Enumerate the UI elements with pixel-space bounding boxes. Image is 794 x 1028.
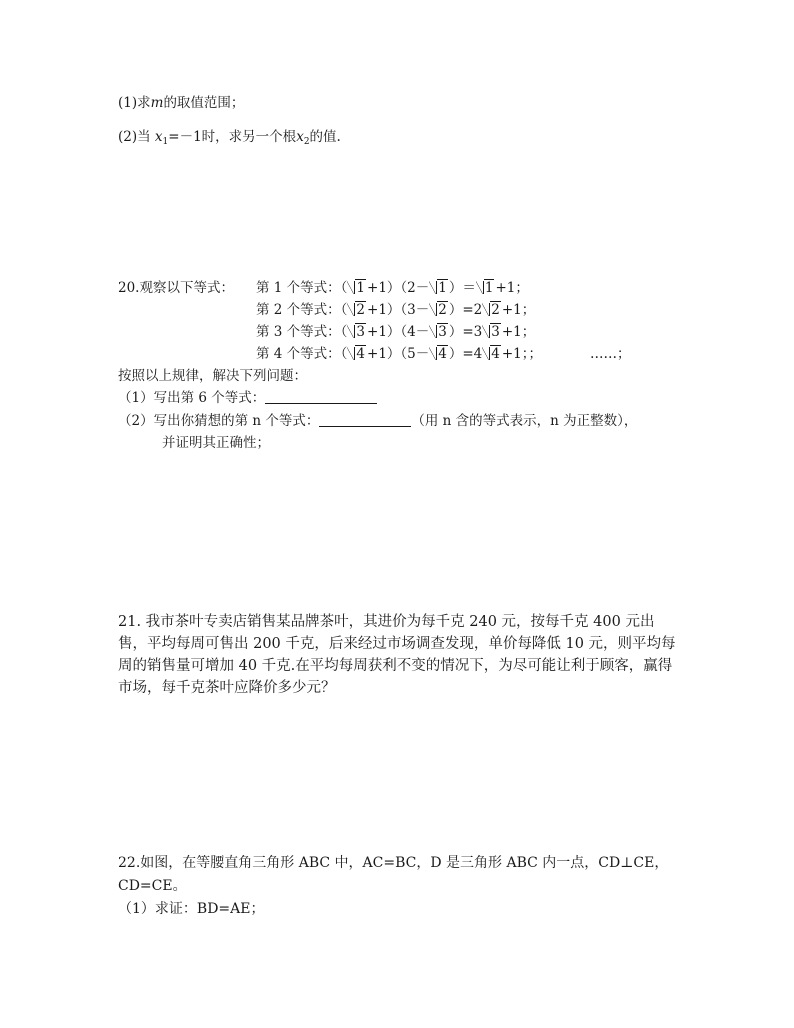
answer-blank[interactable] <box>265 389 377 404</box>
q22-sub1: （1）求证：BD=AE； <box>118 901 265 917</box>
sqrt-symbol: 1 <box>476 278 495 298</box>
q20-equation-3: 第 3 个等式：（ 3 +1）（4－ 3 ）=3 3 +1； <box>256 324 536 340</box>
q20-sub1: （1）写出第 6 个等式： <box>118 388 377 408</box>
sqrt-symbol: 2 <box>482 300 501 320</box>
q19-part1: (1)求m的取值范围； <box>118 95 245 111</box>
sqrt-symbol: 3 <box>429 322 448 342</box>
q20-sub2-line2: 并证明其正确性； <box>162 435 270 451</box>
q22-line1: 22.如图，在等腰直角三角形 ABC 中，AC=BC，D 是三角形 ABC 内一点，CD⊥CE， <box>118 855 669 871</box>
answer-blank[interactable] <box>319 412 411 427</box>
sqrt-symbol: 2 <box>347 300 366 320</box>
q20-equation-1: 第 1 个等式：（ 1 +1）（2－ 1 ）＝ 1 +1； <box>256 280 529 296</box>
sqrt-symbol: 1 <box>347 278 366 298</box>
q20-ellipsis: ……； <box>590 346 631 362</box>
sqrt-symbol: 4 <box>429 344 448 364</box>
sqrt-symbol: 3 <box>347 322 366 342</box>
q19-part2: (2)当 $x_1=-1$时，求另一个根$x_2$的值. <box>118 129 341 147</box>
q20-intro: 20.观察以下等式： <box>118 280 234 296</box>
q22-line2: CD=CE。 <box>118 878 187 894</box>
q20-equation-4: 第 4 个等式：（ 4 +1）（5－ 4 ）=4 4 +1；； <box>256 346 543 362</box>
q20-instruction: 按照以上规律，解决下列问题： <box>118 368 307 384</box>
q21-text: 21. 我市茶叶专卖店销售某品牌茶叶，其进价为每千克 240 元，按每千克 400 元出售，平均每周可售出 200 千克，后来经过市场调查发现，单价每降低 10 元，则平均每周的销售量可增加 40 千克.在平均每周获利不变的情况下，为尽可能让利于顾客，赢得市场，每千克茶叶应降价多少元？ <box>118 614 676 696</box>
sqrt-symbol: 1 <box>429 278 448 298</box>
sqrt-symbol: 4 <box>482 344 501 364</box>
q20-equation-2: 第 2 个等式：（ 2 +1）（3－ 2 ）=2 2 +1； <box>256 302 536 318</box>
sqrt-symbol: 2 <box>429 300 448 320</box>
q20-sub2: （2）写出你猜想的第 n 个等式： （用 n 含的等式表示，n 为正整数）， <box>118 413 638 429</box>
sqrt-symbol: 3 <box>482 322 501 342</box>
sqrt-symbol: 4 <box>347 344 366 364</box>
